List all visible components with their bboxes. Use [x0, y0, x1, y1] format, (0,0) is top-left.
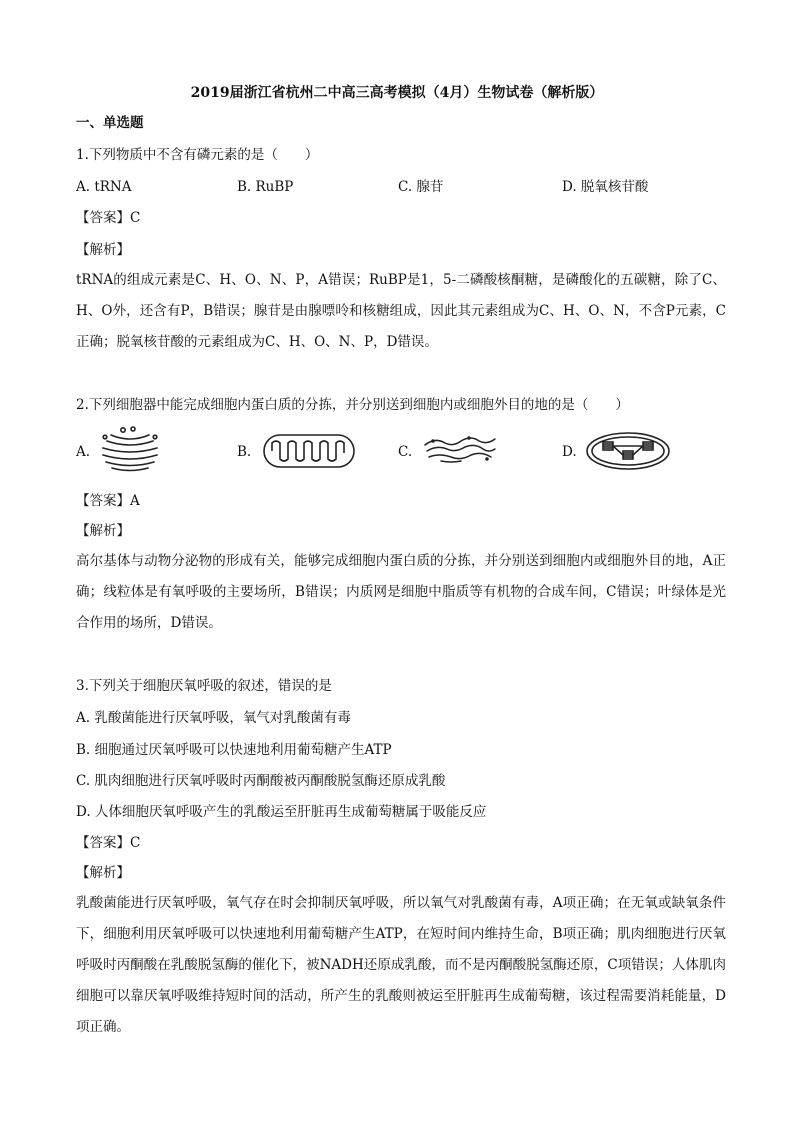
q3-option-b: B. 细胞通过厌氧呼吸可以快速地利用葡萄糖产生ATP: [76, 742, 392, 758]
q1-option-c: C. 腺苷: [398, 179, 444, 195]
q2-option-a: A.: [76, 444, 91, 460]
page-title: 2019届浙江省杭州二中高三高考模拟（4月）生物试卷（解析版）: [190, 85, 604, 101]
q2-analysis-label: 【解析】: [76, 523, 130, 539]
question-2-stem: 2.下列细胞器中能完成细胞内蛋白质的分拣，并分别送到细胞内或细胞外目的地的是（ ）: [76, 397, 629, 413]
q3-answer: 【答案】C: [76, 835, 141, 851]
question-3-stem: 3.下列关于细胞厌氧呼吸的叙述，错误的是: [76, 678, 332, 694]
golgi-apparatus-figure: [97, 425, 163, 473]
q1-analysis-text: tRNA的组成元素是C、H、O、N、P，A错误；RuBP是1，5-二磷酸核酮糖，是磷酸化的五碳糖，除了C、H、O外，还含有P，B错误；腺苷是由腺嘌呤和核糖组成，因此其元素组成为C、H、O、N，不含P元素，C正确；脱氧核苷酸的元素组成为C、H、O、N、P，D错误。: [76, 272, 726, 350]
q3-option-d: D. 人体细胞厌氧呼吸产生的乳酸运至肝脏再生成葡萄糖属于吸能反应: [76, 804, 487, 820]
q2-answer: 【答案】A: [76, 493, 140, 509]
chloroplast-figure: [585, 431, 671, 471]
mitochondrion-figure: [262, 433, 356, 469]
q1-option-b: B. RuBP: [237, 179, 294, 195]
q1-answer: 【答案】C: [76, 210, 141, 226]
q3-analysis-text: 乳酸菌能进行厌氧呼吸，氧气存在时会抑制厌氧呼吸，所以氧气对乳酸菌有毒，A项正确；在无氧或缺氧条件下，细胞利用厌氧呼吸可以快速地利用葡萄糖产生ATP，在短时间内维持生命，B项正确；肌肉细胞进行厌氧呼吸时丙酮酸在乳酸脱氢酶的催化下，被NADH还原成乳酸，而不是丙酮酸脱氢酶还原，C项错误；人体肌肉细胞可以靠厌氧呼吸维持短时间的活动，所产生的乳酸则被运至肝脏再生成葡萄糖，该过程需要消耗能量，D项正确。: [76, 895, 726, 1035]
q2-option-b: B.: [237, 444, 252, 460]
q2-analysis-text: 高尔基体与动物分泌物的形成有关，能够完成细胞内蛋白质的分拣，并分别送到细胞内或细胞外目的地，A正确；线粒体是有氧呼吸的主要场所，B错误；内质网是细胞中脂质等有机物的合成车间，C错误；叶绿体是光合作用的场所，D错误。: [76, 553, 726, 631]
q3-option-a: A. 乳酸菌能进行厌氧呼吸，氧气对乳酸菌有毒: [76, 710, 351, 726]
q1-analysis-label: 【解析】: [76, 242, 130, 258]
section-heading: 一、单选题: [76, 115, 144, 131]
q2-option-d: D.: [562, 444, 577, 460]
endoplasmic-reticulum-figure: [421, 433, 499, 465]
q3-option-c: C. 肌肉细胞进行厌氧呼吸时丙酮酸被丙酮酸脱氢酶还原成乳酸: [76, 773, 446, 789]
q1-option-a: A. tRNA: [76, 179, 132, 195]
q1-option-d: D. 脱氧核苷酸: [562, 179, 649, 195]
q2-option-c: C.: [398, 444, 413, 460]
q3-analysis-label: 【解析】: [76, 865, 130, 881]
question-1-stem: 1.下列物质中不含有磷元素的是（ ）: [76, 147, 319, 163]
